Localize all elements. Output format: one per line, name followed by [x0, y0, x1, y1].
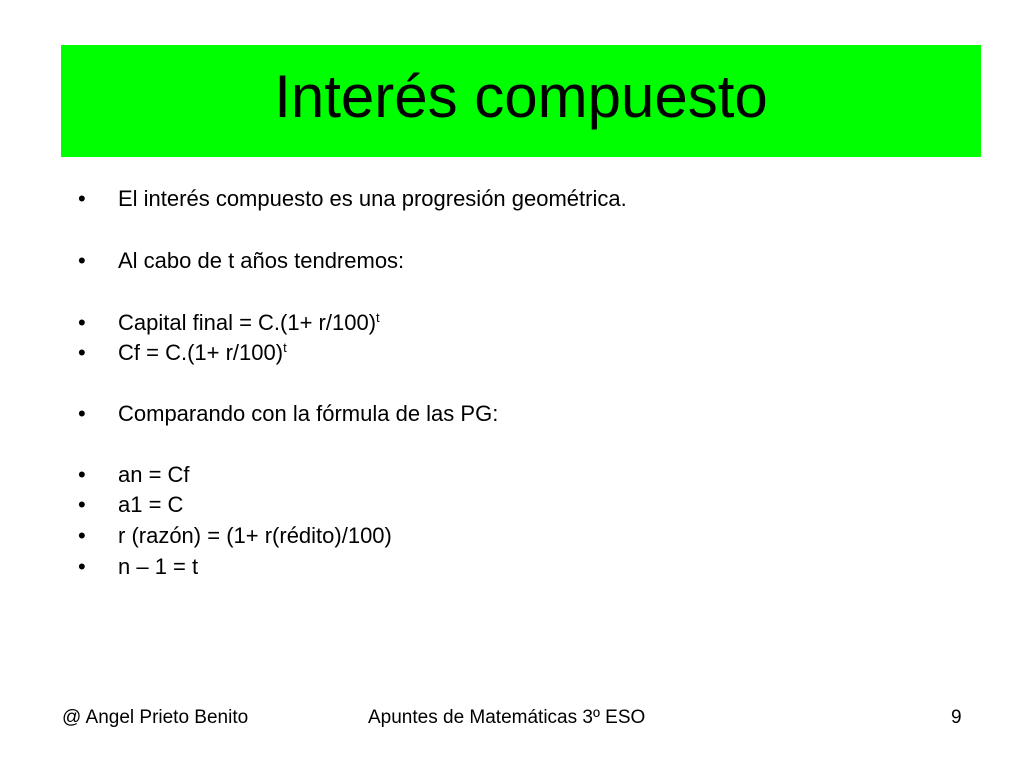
footer-author: @ Angel Prieto Benito [62, 707, 249, 728]
bullet-dot: • [78, 340, 86, 365]
exponent: t [376, 310, 380, 325]
bullet-dot: • [78, 310, 86, 335]
bullet-text: Capital final = C.(1+ r/100) [118, 310, 377, 335]
exponent: t [283, 340, 287, 355]
bullet-text: El interés compuesto es una progresión geométrica. [118, 186, 627, 211]
footer-course: Apuntes de Matemáticas 3º ESO [368, 707, 646, 728]
slide-title: Interés compuesto [274, 63, 768, 130]
slide-title-bar [61, 45, 981, 157]
bullet-item [78, 556, 198, 578]
bullet-item [78, 525, 392, 547]
bullet-dot: • [78, 186, 86, 211]
bullet-dot: • [78, 492, 86, 517]
bullet-item [78, 311, 380, 334]
bullet-text: r (razón) = (1+ r(rédito)/100) [118, 523, 392, 548]
bullet-dot: • [78, 554, 86, 579]
bullet-dot: • [78, 462, 86, 487]
bullet-item [78, 494, 183, 516]
bullet-text: Cf = C.(1+ r/100) [118, 340, 284, 365]
bullet-item [78, 188, 627, 210]
bullet-text: n – 1 = t [118, 554, 199, 579]
bullet-dot: • [78, 401, 86, 426]
footer-page-number: 9 [951, 707, 962, 728]
bullet-dot: • [78, 523, 86, 548]
bullet-item [78, 464, 190, 486]
bullet-item [78, 403, 498, 425]
bullet-text: Al cabo de t años tendremos: [118, 248, 405, 273]
bullet-text: an = Cf [118, 462, 190, 487]
bullet-dot: • [78, 248, 86, 273]
bullet-item [78, 341, 287, 364]
bullet-item [78, 250, 404, 272]
bullet-text: a1 = C [118, 492, 184, 517]
bullet-text: Comparando con la fórmula de las PG: [118, 401, 499, 426]
